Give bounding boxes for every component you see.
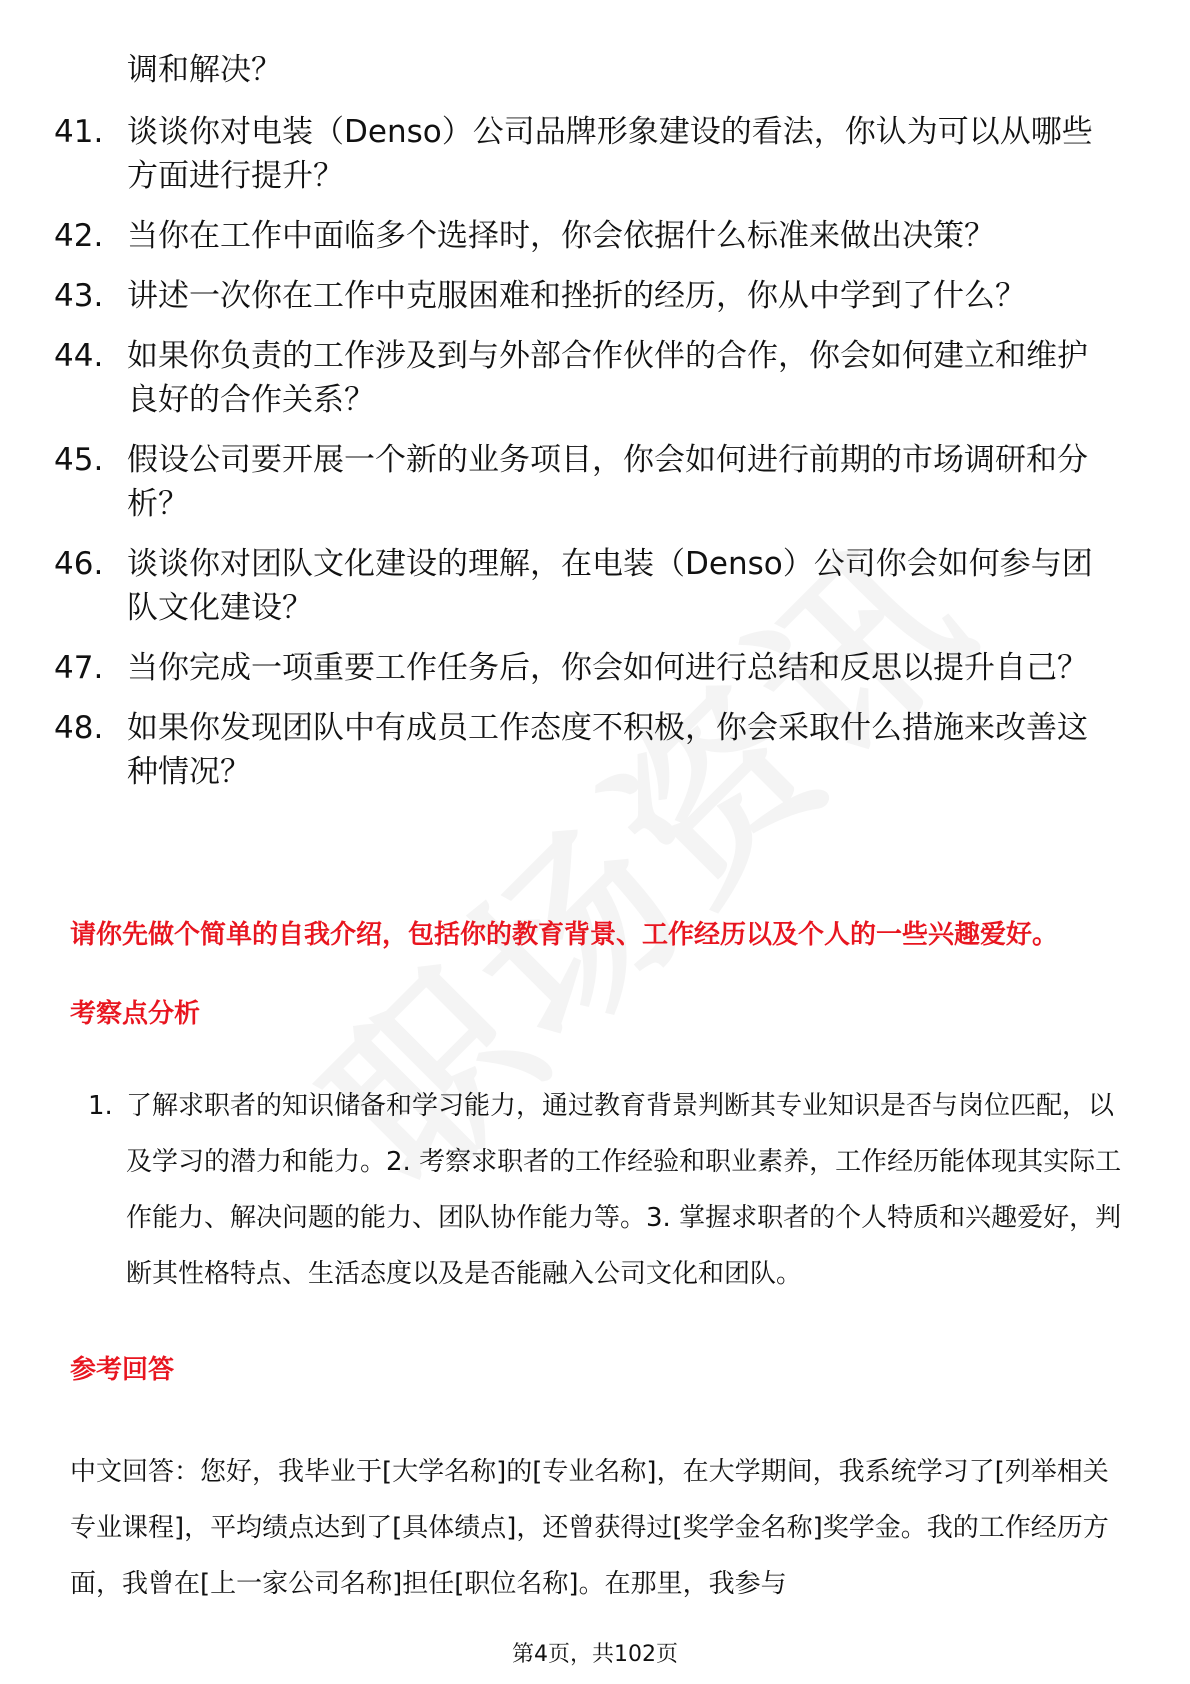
question-text: 当你在工作中面临多个选择时，你会依据什么标准来做出决策？ xyxy=(127,218,995,254)
question-text: 讲述一次你在工作中克服困难和挫折的经历，你从中学到了什么？ xyxy=(127,278,1026,314)
analysis-text: 了解求职者的知识储备和学习能力，通过教育背景判断其专业知识是否与岗位匹配，以及学习的潜力和能力。2. 考察求职者的工作经验和职业素养，工作经历能体现其实际工作能力、解决问题的能力、团队协作能力等。3. 掌握求职者的个人特质和兴趣爱好，判断其性格特点、生活态度以及是否能融入公司文化和团队。 xyxy=(126,1091,1122,1289)
question-number: 48. xyxy=(54,710,104,746)
answer-heading: 参考回答 xyxy=(70,1355,175,1385)
question-text: 如果你发现团队中有成员工作态度不积极，你会采取什么措施来改善这种情况？ xyxy=(127,710,1088,790)
question-text: 谈谈你对电装（Denso）公司品牌形象建设的看法，你认为可以从哪些方面进行提升？ xyxy=(127,114,1093,194)
list-item xyxy=(54,542,1114,630)
list-item xyxy=(54,438,1114,526)
question-text: 谈谈你对团队文化建设的理解，在电装（Denso）公司你会如何参与团队文化建设？ xyxy=(127,546,1093,626)
list-item xyxy=(54,110,1114,198)
list-item xyxy=(54,646,1114,690)
list-item xyxy=(54,274,1114,318)
answer-text: 中文回答：您好，我毕业于[大学名称]的[专业名称]，在大学期间，我系统学习了[列举相关专业课程]，平均绩点达到了[具体绩点]，还曾获得过[奖学金名称]奖学金。我的工作经历方面，我曾在[上一家公司名称]担任[职位名称]。在那里，我参与 xyxy=(70,1457,1109,1599)
question-number: 46. xyxy=(54,546,104,582)
analysis-heading: 考察点分析 xyxy=(70,999,201,1029)
question-number: 43. xyxy=(54,278,104,314)
analysis-number: 1. xyxy=(88,1091,113,1121)
list-item xyxy=(54,706,1114,794)
highlighted-question: 请你先做个简单的自我介绍，包括你的教育背景、工作经历以及个人的一些兴趣爱好。 xyxy=(70,920,1059,950)
question-text: 当你完成一项重要工作任务后，你会如何进行总结和反思以提升自己？ xyxy=(127,650,1088,686)
question-number: 47. xyxy=(54,650,104,686)
list-item xyxy=(54,214,1114,258)
question-number: 41. xyxy=(54,114,104,150)
question-continuation: 调和解决？ xyxy=(127,52,282,88)
analysis-list xyxy=(88,1078,1128,1302)
question-number: 45. xyxy=(54,442,104,478)
question-list xyxy=(54,110,1114,810)
question-number: 44. xyxy=(54,338,104,374)
question-text: 如果你负责的工作涉及到与外部合作伙伴的合作，你会如何建立和维护良好的合作关系？ xyxy=(127,338,1088,418)
list-item xyxy=(54,334,1114,422)
question-text: 假设公司要开展一个新的业务项目，你会如何进行前期的市场调研和分析？ xyxy=(127,442,1088,522)
question-number: 42. xyxy=(54,218,104,254)
page-number-footer: 第4页，共102页 xyxy=(512,1642,678,1667)
